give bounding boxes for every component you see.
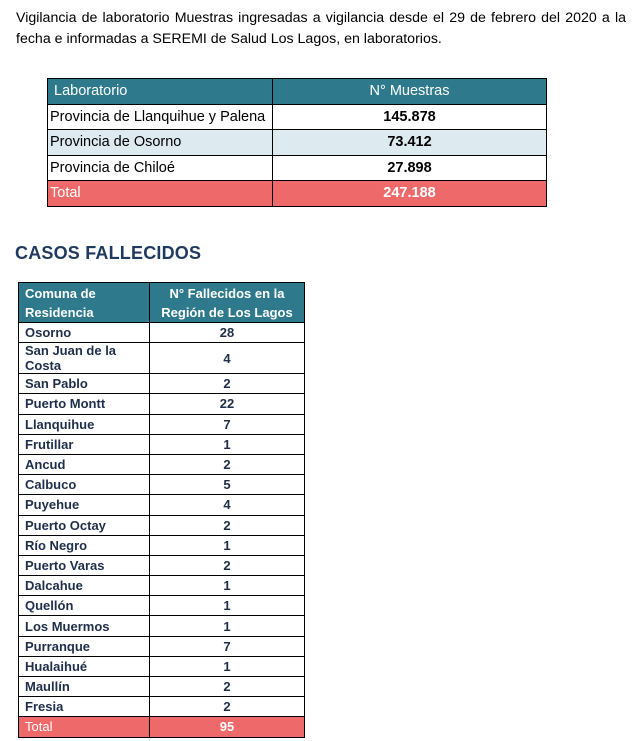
death-count: 28 [150,323,305,343]
header-muestras: N° Muestras [273,79,547,105]
comuna-name: Puerto Octay [19,515,150,535]
death-count: 22 [150,394,305,414]
death-count: 2 [150,454,305,474]
comuna-name: Hualaihué [19,656,150,676]
comuna-name: Purranque [19,636,150,656]
section-heading: CASOS FALLECIDOS [15,243,202,263]
lab-name: Provincia de Chiloé [48,155,273,181]
total-row [48,181,547,207]
lab-table-header [48,79,547,105]
death-count: 4 [150,495,305,515]
table-row [19,555,305,575]
table-row [19,515,305,535]
total-label: Total [19,717,150,737]
lab-value: 145.878 [273,104,547,130]
header-laboratorio: Laboratorio [48,79,273,105]
lab-value: 73.412 [273,130,547,156]
table-row [19,677,305,697]
table-row [19,495,305,515]
table-row [19,616,305,636]
comuna-name: Puerto Montt [19,394,150,414]
death-count: 1 [150,596,305,616]
comuna-name: Calbuco [19,475,150,495]
death-count: 2 [150,677,305,697]
death-count: 1 [150,616,305,636]
death-count: 4 [150,343,305,374]
comuna-name: Quellón [19,596,150,616]
death-count: 1 [150,535,305,555]
death-count: 2 [150,374,305,394]
comuna-name: Río Negro [19,535,150,555]
death-count: 1 [150,434,305,454]
death-count: 2 [150,697,305,717]
lab-name: Provincia de Llanquihue y Palena [48,104,273,130]
table-row [19,576,305,596]
comuna-name: Puerto Varas [19,555,150,575]
header-comuna: Comuna de Residencia [19,283,150,323]
lab-name: Provincia de Osorno [48,130,273,156]
total-label: Total [48,181,273,207]
intro-paragraph: Vigilancia de laboratorio Muestras ingresadas a vigilancia desde el 29 de febrero del 2020 a la fecha e informadas a SEREMI de Salud Los Lagos, en laboratorios. [16,10,626,47]
table-row [19,414,305,434]
table-row [19,697,305,717]
comuna-name: Fresia [19,697,150,717]
table-row [19,596,305,616]
comuna-name: Llanquihue [19,414,150,434]
total-value: 95 [150,717,305,737]
comuna-name: Puyehue [19,495,150,515]
table-row [19,374,305,394]
death-count: 5 [150,475,305,495]
table-row [19,475,305,495]
total-value: 247.188 [273,181,547,207]
comuna-name: San Pablo [19,374,150,394]
comuna-name: Ancud [19,454,150,474]
header-fallecidos: N° Fallecidos en la Región de Los Lagos [150,283,305,323]
table-row [19,434,305,454]
table-row [19,656,305,676]
lab-value: 27.898 [273,155,547,181]
comuna-name: Frutillar [19,434,150,454]
comuna-name: Maullín [19,677,150,697]
deaths-table-header [19,283,305,323]
table-row [19,636,305,656]
lab-samples-table [47,78,547,207]
table-row [19,323,305,343]
deaths-table-body [19,323,305,738]
comuna-name: Osorno [19,323,150,343]
table-row [48,130,547,156]
death-count: 2 [150,555,305,575]
table-row [19,343,305,374]
table-row [19,394,305,414]
table-row [19,535,305,555]
death-count: 1 [150,656,305,676]
comuna-name: Dalcahue [19,576,150,596]
death-count: 7 [150,414,305,434]
total-row [19,717,305,737]
deaths-table [18,282,305,738]
death-count: 2 [150,515,305,535]
death-count: 7 [150,636,305,656]
death-count: 1 [150,576,305,596]
table-row [48,104,547,130]
table-row [48,155,547,181]
comuna-name: Los Muermos [19,616,150,636]
table-row [19,454,305,474]
comuna-name: San Juan de la Costa [19,343,150,374]
